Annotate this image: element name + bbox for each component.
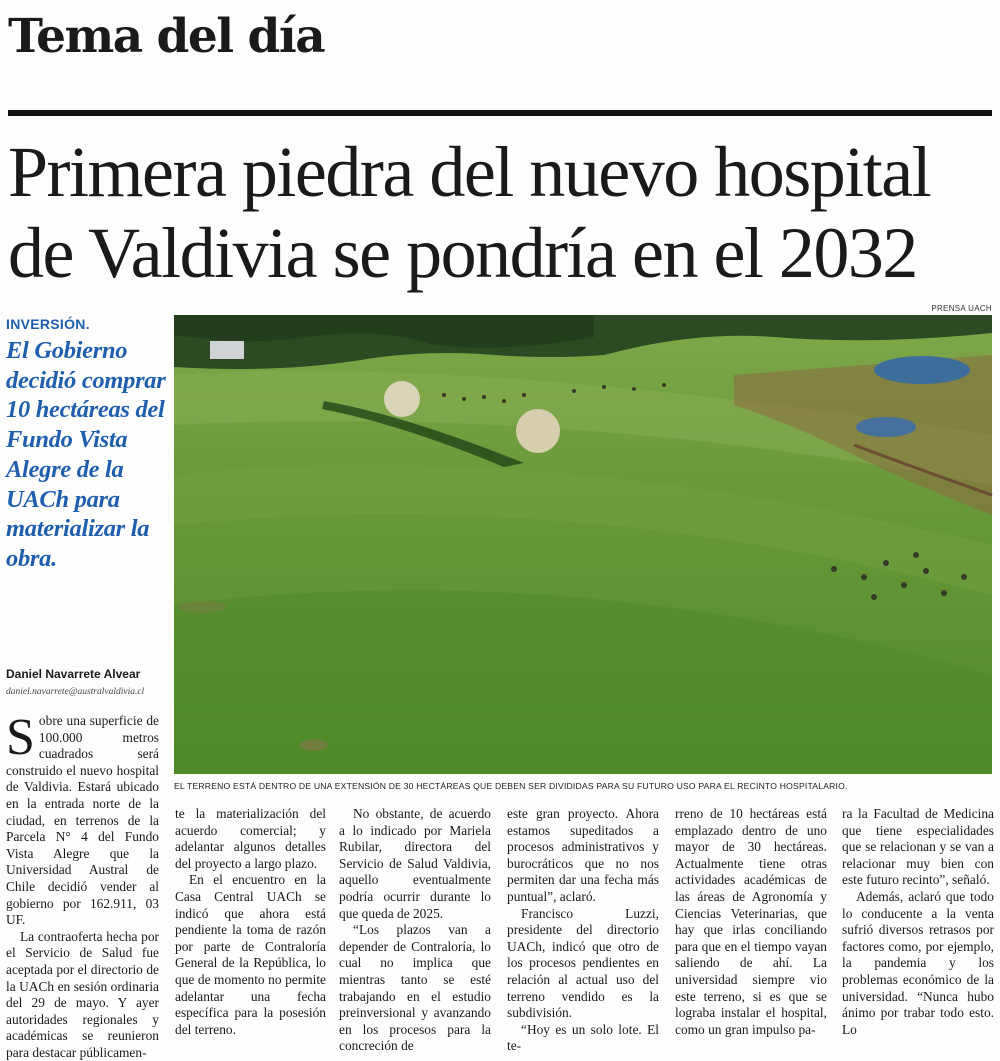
headline: Primera piedra del nuevo hospital de Valdivia se pondría en el 2032 [8,132,931,293]
body-column-4 [507,806,659,1054]
paragraph: No obstante, de acuerdo a lo indicado por Mariela Rubilar, directora del Servicio de Salud Valdivia, aquello eventualmente podría ocurrir durante lo que queda de 2025. [339,806,491,921]
paragraph: En el encuentro en la Casa Central UACh se indicó que ahora está pendiente la toma de razón por parte de Contraloría General de la República, lo que de momento no permite adelantar una fecha específica para la posesión del terreno. [175,872,326,1037]
photo-credit: PRENSA UACH [931,304,992,313]
photo-caption: EL TERRENO ESTÁ DENTRO DE UNA EXTENSIÓN DE 30 HECTÁREAS QUE DEBEN SER DIVIDIDAS PARA SU FUTURO USO PARA EL RECINTO HOSPITALARIO. [174,781,848,791]
paragraph: te la materialización del acuerdo comercial; y adelantar algunos detalles del proyecto a largo plazo. [175,806,326,871]
paragraph: Francisco Luzzi, presidente del directorio UACh, indicó que otro de los procesos pendientes en relación al actual uso del terreno vendido es la subdivisión. [507,905,659,1021]
section-rule [8,110,992,116]
paragraph: ra la Facultad de Medicina que tiene especialidades que se relacionan y se van a relacionar muy bien con este futuro recinto”, señaló. [842,806,994,888]
byline-author: Daniel Navarrete Alvear [6,667,141,681]
paragraph: este gran proyecto. Ahora estamos supeditados a procesos administrativos y burocráticos que no nos permiten dar una fecha más puntual”, aclaró. [507,806,659,904]
kicker: INVERSIÓN. [6,316,90,332]
body-column-2 [175,806,326,1037]
paragraph: obre una superficie de 100.000 metros cuadrados será construido el nuevo hospital de Valdivia. Estará ubicado en la entrada norte de la ciudad, en terrenos de la Parcela N° 4 del Fundo Vista Alegre que la Universidad Austral de Chile decidió vender al gobierno por 162.911, 03 UF. [6,713,159,928]
body-column-5 [675,806,827,1037]
dropcap: S [6,709,35,766]
aerial-field-photo [174,315,992,774]
paragraph: rreno de 10 hectáreas está emplazado dentro de uno mayor de 30 hectáreas. Actualmente tiene otras actividades académicas de las áreas de Agronomía y Ciencias Veterinarias, que hay que irlas conciliando para que en el tiempo vayan saliendo de ahí. La universidad siempre vio este terreno, si es que se lograba instalar el hospital, como un gran impulso pa- [675,806,827,1037]
section-title: Tema del día [8,9,325,64]
body-column-6 [842,806,994,1037]
subhead: El Gobierno decidió comprar 10 hectáreas del Fundo Vista Alegre de la UACh para materializar la obra. [6,337,166,572]
paragraph: “Hoy es un solo lote. El te- [507,1021,659,1054]
body-column-3 [339,806,491,1054]
byline-email: daniel.navarrete@australvaldivia.cl [6,687,145,697]
paragraph: “Los plazos van a depender de Contraloría, lo cual no implica que mientras tanto se esté trabajando en el estudio preinversional y avanzando en los procesos para la concreción de [339,922,491,1054]
paragraph: La contraoferta hecha por el Servicio de Salud fue aceptada por el directorio de la UACh en sesión ordinaria del 29 de mayo. Y ayer autoridades regionales y académicas se reunieron para destacar públicamen- [6,928,159,1060]
paragraph: Además, aclaró que todo lo conducente a la venta sufrió diversos retrasos por factores como, por ejemplo, la pandemia y los problemas económico de la universidad. “Nunca hubo ánimo por trabar todo esto. Lo [842,888,994,1037]
body-column-1 [6,709,159,1060]
